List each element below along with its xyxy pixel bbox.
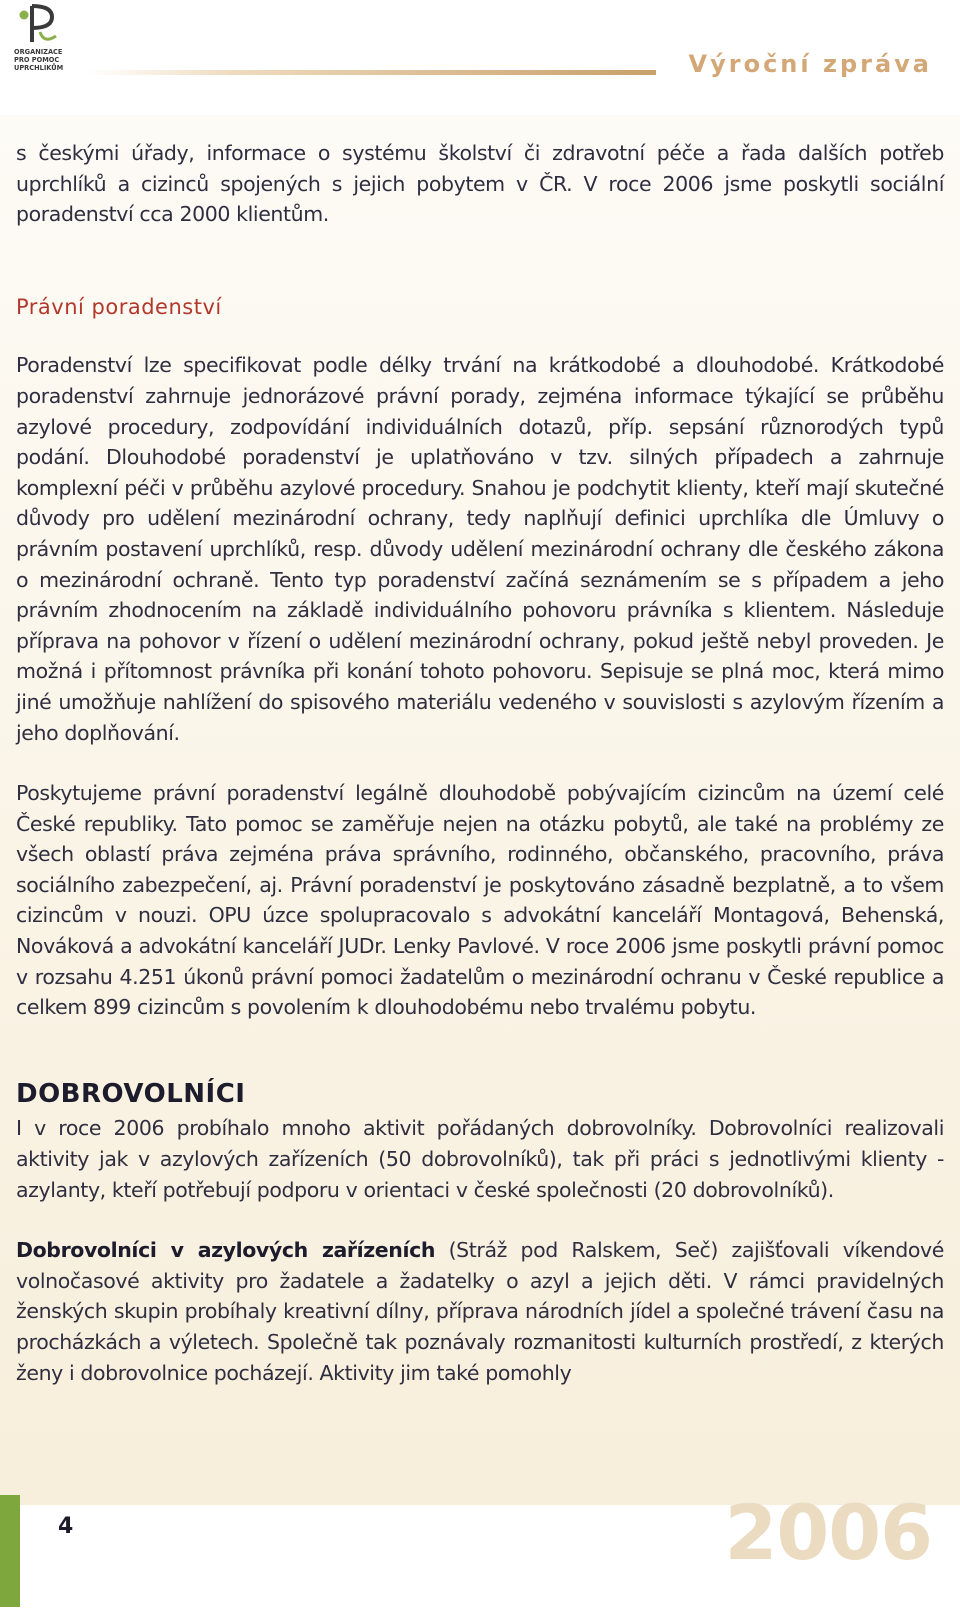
volunteers-paragraph-2-lead: Dobrovolníci v azylových zařízeních bbox=[16, 1238, 436, 1263]
volunteers-paragraph-2-text: (Stráž pod Ralskem, Seč) zajišťovali víkendové volnočasové aktivity pro žadatele a žadatelky o azyl a jejich děti. V rámci pravidelných ženských skupin probíhaly kreativní dílny, příprava národních jídel a společné trávení času na procházkách a výletech. Společně tak poznávaly rozmanitosti kulturních prostředí, z kterých ženy i dobrovolnice pocházejí. Aktivity jim také pomohly bbox=[16, 1238, 944, 1385]
logo-text bbox=[14, 48, 80, 72]
legal-paragraph-2: Poskytujeme právní poradenství legálně dlouhodobě pobývajícím cizincům na území celé České republiky. Tato pomoc se zaměřuje nejen na otázku pobytů, ale také na problémy ze všech oblastí práva zejména práva správního, rodinného, občanského, pracovního, práva sociálního zabezpečení, aj. Právní poradenství je poskytováno zásadně bezplatně, a to všem cizincům v nouzi. OPU úzce spolupracovalo s advokátní kanceláří Montagová, Behenská, Nováková a advokátní kanceláří JUDr. Lenky Pavlové. V roce 2006 jsme poskytli právní pomoc v rozsahu 4.251 úkonů právní pomoci žadatelům o mezinárodní ochranu v České republice a celkem 899 cizincům s povolením k dlouhodobému nebo trvalému pobytu. bbox=[16, 781, 944, 1020]
footer-year: 2006 bbox=[724, 1488, 932, 1577]
volunteers-paragraph-1: I v roce 2006 probíhalo mnoho aktivit pořádaných dobrovolníky. Dobrovolníci realizovali aktivity jak v azylových zařízeních (50 dobrovolníků), tak při práci s jednotlivými klienty - azylanty, kteří potřebují podporu v orientaci v české společnosti (20 dobrovolníků). bbox=[16, 1116, 944, 1202]
legal-section-heading: Právní poradenství bbox=[16, 294, 222, 319]
intro-paragraph: s českými úřady, informace o systému školství či zdravotní péče a řada dalších potřeb uprchlíků a cizinců spojených s jejich pobytem v ČR. V roce 2006 jsme poskytli sociální poradenství cca 2000 klientům. bbox=[16, 141, 944, 227]
header-title: Výroční zpráva bbox=[688, 50, 932, 78]
logo-mark-icon bbox=[14, 2, 80, 48]
page-content bbox=[16, 138, 944, 1388]
page-number: 4 bbox=[58, 1514, 74, 1539]
logo-line-3: UPRCHLÍKŮM bbox=[14, 64, 64, 72]
logo-line-2: PRO POMOC bbox=[14, 56, 60, 64]
footer-accent-bar bbox=[0, 1495, 20, 1607]
volunteers-heading: DOBROVOLNÍCI bbox=[16, 1078, 246, 1109]
legal-paragraph-1: Poradenství lze specifikovat podle délky trvání na krátkodobé a dlouhodobé. Krátkodobé poradenství zahrnuje jednorázové právní porady, zejména informace týkající se průběhu azylové procedury, zodpovídání individuálních dotazů, příp. sepsání různorodých typů podání. Dlouhodobé poradenství je uplatňováno v tzv. silných případech a zahrnuje komplexní péči v průběhu azylové procedury. Snahou je podchytit klienty, kteří mají skutečné důvody pro udělení mezinárodní ochrany, tedy naplňují definici uprchlíka dle Úmluvy o právním postavení uprchlíků, resp. důvody udělení mezinárodní ochrany dle českého zákona o mezinárodní ochraně. Tento typ poradenství začíná seznámením se s případem a jeho právním zhodnocením na základě individuálního pohovoru právníka s klientem. Následuje příprava na pohovor v řízení o udělení mezinárodní ochrany, pokud ještě nebyl proveden. Je možná i přítomnost právníka při konání tohoto pohovoru. Sepisuje se plná moc, která mimo jiné umožňuje nahlížení do spisového materiálu vedeného v souvislosti s azylovým řízením a jeho doplňování. bbox=[16, 353, 944, 745]
header-rule bbox=[88, 70, 656, 75]
volunteers-paragraph-2 bbox=[16, 1235, 944, 1388]
logo-line-1: ORGANIZACE bbox=[14, 48, 63, 56]
organization-logo bbox=[14, 2, 80, 78]
